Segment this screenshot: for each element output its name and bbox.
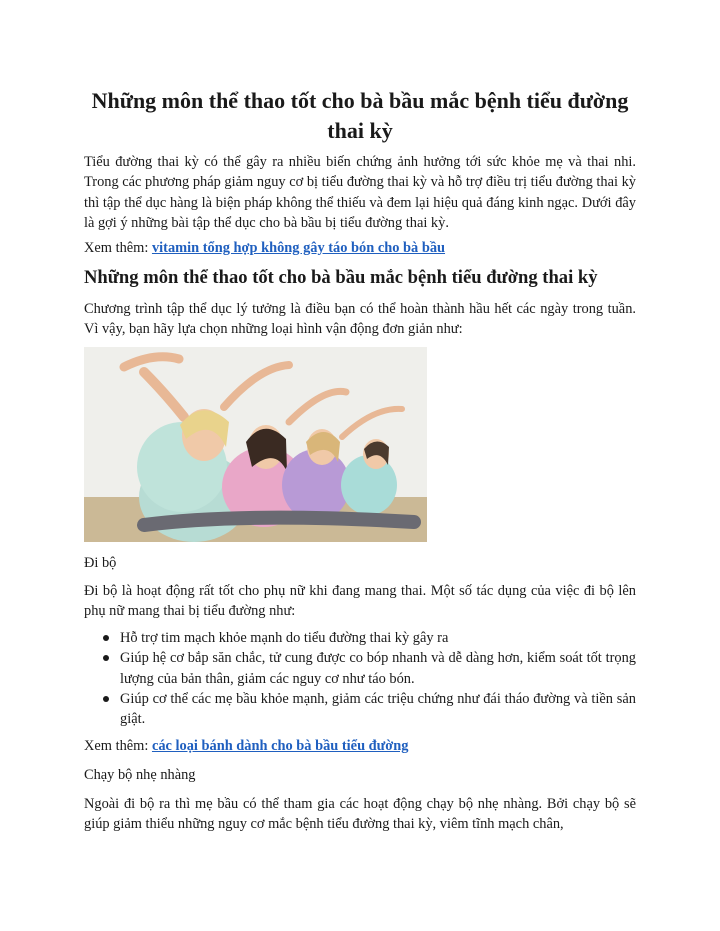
intro-paragraph: Tiểu đường thai kỳ có thể gây ra nhiều biến chứng ảnh hưởng tới sức khỏe mẹ và thai nhi. Trong các phương pháp giảm nguy cơ bị tiểu đường thai kỳ và hỗ trợ điều trị tiểu đường thai kỳ thì tập thể dục hàng là biện pháp không thể thiếu và đem lại hiệu quả đáng kinh ngạc. Dưới đây là gợi ý những bài tập thể dục cho bà bầu bị tiểu đường thai kỳ.	[84, 154, 636, 231]
list-item: Giúp cơ thể các mẹ bầu khỏe mạnh, giảm các triệu chứng như đái tháo đường và tiền sản giật.	[84, 689, 636, 730]
cakes-link[interactable]: các loại bánh dành cho bà bầu tiểu đường	[151, 738, 409, 754]
bullet-icon	[103, 655, 109, 661]
bullet-icon	[103, 635, 109, 641]
section-intro-paragraph: Chương trình tập thể dục lý tưởng là điều bạn có thể hoàn thành hầu hết các ngày trong tuần. Vì vậy, bạn hãy lựa chọn những loại hình vận động đơn giản như:	[84, 301, 636, 338]
page-title: Những môn thể thao tốt cho bà bầu mắc bệnh tiểu đường thai kỳ	[91, 88, 629, 143]
list-item: Giúp hệ cơ bắp săn chắc, tử cung được co bóp nhanh và dễ dàng hơn, kiểm soát tốt trọng lượng của bản thân, giảm các nguy cơ như táo bón.	[84, 648, 636, 689]
vitamin-link[interactable]: vitamin tổng hợp không gây táo bón cho bà bầu	[151, 240, 446, 256]
jogging-paragraph: Ngoài đi bộ ra thì mẹ bầu có thể tham gia các hoạt động chạy bộ nhẹ nhàng. Bởi chạy bộ sẽ giúp giảm thiểu những nguy cơ mắc bệnh tiểu đường thai kỳ, viêm tĩnh mạch chân,	[84, 796, 636, 833]
walking-heading: Đi bộ	[84, 555, 117, 571]
list-item: Hỗ trợ tim mạch khỏe mạnh do tiểu đường thai kỳ gây ra	[84, 628, 636, 648]
bullet-icon	[103, 696, 109, 702]
yoga-illustration	[84, 347, 427, 542]
section-heading: Những môn thể thao tốt cho bà bầu mắc bệnh tiểu đường thai kỳ	[84, 267, 598, 288]
walking-paragraph: Đi bộ là hoạt động rất tốt cho phụ nữ khi đang mang thai. Một số tác dụng của việc đi bộ lên phụ nữ mang thai bị tiểu đường như:	[84, 583, 636, 620]
jogging-heading: Chạy bộ nhẹ nhàng	[84, 767, 196, 783]
see-more-line-2	[84, 736, 636, 756]
see-more-label: Xem thêm:	[84, 738, 152, 754]
walking-benefits-list	[84, 628, 636, 729]
see-more-line-1	[84, 238, 636, 258]
pregnant-women-yoga-photo	[84, 347, 427, 542]
see-more-label: Xem thêm:	[84, 240, 152, 256]
